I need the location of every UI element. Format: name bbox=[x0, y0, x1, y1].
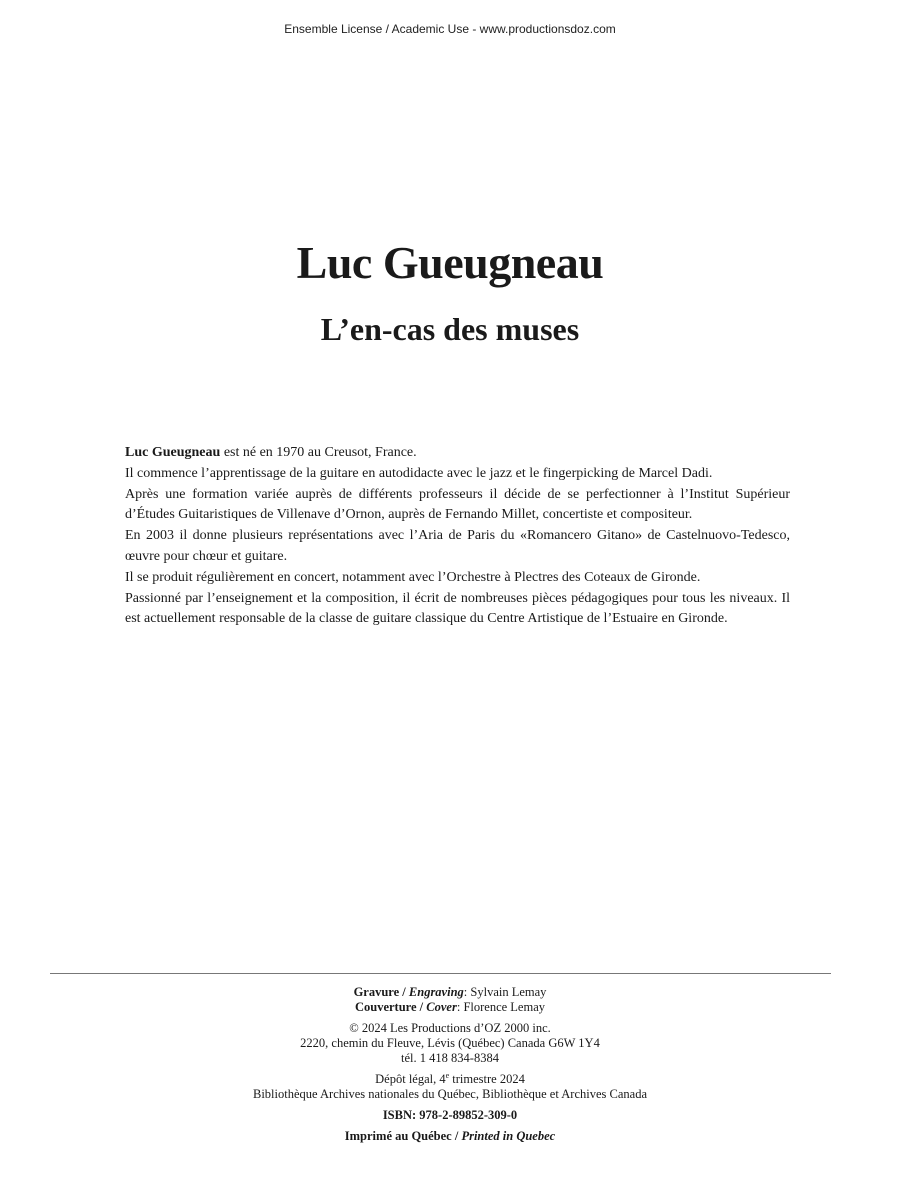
publisher-info bbox=[0, 1021, 900, 1066]
cover-label-en: Cover bbox=[426, 1000, 457, 1014]
engraving-label-fr: Gravure / bbox=[353, 985, 409, 999]
bio-paragraph-training: Après une formation variée auprès de différents professeurs il décide de se perfectionner à l’Institut Supérieur d’Études Guitaristiques de Villenave d’Ornon, auprès de Fernando Millet, concertiste et compositeur. bbox=[125, 486, 790, 523]
libraries-line: Bibliothèque Archives nationales du Québec, Bibliothèque et Archives Canada bbox=[253, 1087, 647, 1101]
legal-pre: Dépôt légal, 4 bbox=[375, 1072, 446, 1086]
bio-paragraph-concerts: Il se produit régulièrement en concert, notamment avec l’Orchestre à Plectres des Coteaux de Gironde. bbox=[125, 569, 701, 585]
cover-value: : Florence Lemay bbox=[456, 1000, 546, 1014]
composer-title: Luc Gueugneau bbox=[296, 237, 604, 288]
credits-block bbox=[0, 985, 900, 1150]
bio-paragraph-birth bbox=[125, 443, 790, 464]
biography bbox=[125, 443, 790, 630]
legal-deposit-line bbox=[0, 1072, 900, 1087]
bio-paragraph-teaching: Passionné par l’enseignement et la composition, il écrit de nombreuses pièces pédagogiques pour tous les niveaux. Il est actuellement responsable de la classe de guitare classique du Centre Artistique de l’Estuaire en Gironde. bbox=[125, 590, 790, 627]
engraving-credit bbox=[0, 985, 900, 1000]
bio-paragraph-start: Il commence l’apprentissage de la guitare en autodidacte avec le jazz et le fingerpicking de Marcel Dadi. bbox=[125, 465, 713, 481]
legal-deposit bbox=[0, 1072, 900, 1102]
cover-label-fr: Couverture / bbox=[354, 1000, 427, 1014]
engraving-value: : Sylvain Lemay bbox=[463, 985, 547, 999]
credits-people bbox=[0, 985, 900, 1015]
copyright: © 2024 Les Productions d’OZ 2000 inc. bbox=[349, 1021, 551, 1035]
isbn-block bbox=[0, 1108, 900, 1123]
legal-sup: e bbox=[445, 1070, 450, 1080]
footer-divider bbox=[50, 973, 831, 974]
license-header: Ensemble License / Academic Use - www.productionsdoz.com bbox=[284, 22, 616, 36]
isbn: ISBN: 978-2-89852-309-0 bbox=[382, 1108, 518, 1122]
bio-birth-text: est né en 1970 au Creusot, France. bbox=[220, 445, 417, 460]
bio-paragraph-2003: En 2003 il donne plusieurs représentations avec l’Aria de Paris du «Romancero Gitano» de Castelnuovo-Tedesco, œuvre pour chœur et guitare. bbox=[125, 528, 790, 564]
work-title: L’en-cas des muses bbox=[320, 311, 580, 347]
printed-block bbox=[0, 1129, 900, 1144]
printed-en: Printed in Quebec bbox=[461, 1129, 556, 1143]
legal-post: trimestre 2024 bbox=[449, 1072, 525, 1086]
printed-fr: Imprimé au Québec / bbox=[344, 1129, 462, 1143]
engraving-label-en: Engraving bbox=[408, 985, 464, 999]
publisher-phone: tél. 1 418 834-8384 bbox=[401, 1051, 499, 1065]
bio-name: Luc Gueugneau bbox=[125, 445, 221, 460]
printed-line bbox=[0, 1129, 900, 1144]
cover-credit bbox=[0, 1000, 900, 1015]
publisher-address: 2220, chemin du Fleuve, Lévis (Québec) Canada G6W 1Y4 bbox=[300, 1036, 600, 1050]
